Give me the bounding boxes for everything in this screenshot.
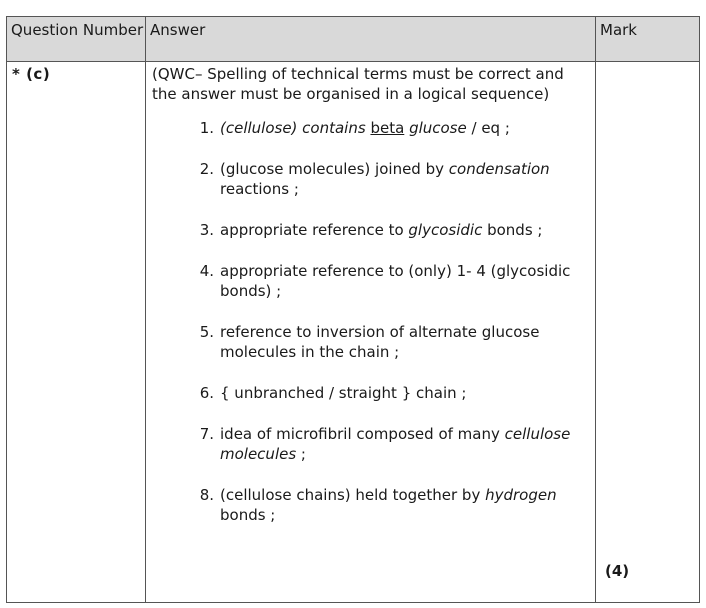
marking-point bbox=[152, 118, 587, 138]
point-text: (cellulose chains) held together by hydrogen bonds ; bbox=[220, 486, 557, 524]
point-text: (glucose molecules) joined by condensation reactions ; bbox=[220, 160, 550, 198]
italic-term: condensation bbox=[448, 160, 550, 178]
point-text: appropriate reference to glycosidic bonds ; bbox=[220, 221, 543, 239]
question-number-cell bbox=[7, 62, 146, 603]
underlined-term: beta bbox=[370, 119, 405, 137]
point-number: 8. bbox=[199, 486, 214, 504]
header-answer: Answer bbox=[146, 17, 596, 62]
marking-point bbox=[152, 424, 587, 464]
point-text: appropriate reference to (only) 1- 4 (glycosidic bonds) ; bbox=[220, 262, 571, 300]
point-number: 1. bbox=[199, 119, 214, 137]
mark-cell bbox=[596, 62, 700, 603]
marking-point bbox=[152, 261, 587, 301]
question-id: * (c) bbox=[12, 65, 51, 83]
point-text: (cellulose) contains beta glucose / eq ; bbox=[220, 119, 510, 137]
point-number: 3. bbox=[199, 221, 214, 239]
italic-term: cellulose molecules bbox=[220, 425, 571, 463]
answer-row bbox=[7, 62, 700, 603]
total-mark: (4) bbox=[605, 562, 630, 580]
marking-point bbox=[152, 322, 587, 362]
point-number: 4. bbox=[199, 262, 214, 280]
marking-point bbox=[152, 485, 587, 525]
point-text: reference to inversion of alternate glucose molecules in the chain ; bbox=[220, 323, 540, 361]
header-row bbox=[7, 17, 700, 62]
marking-points-list bbox=[152, 118, 587, 525]
point-number: 2. bbox=[199, 160, 214, 178]
marking-point bbox=[152, 383, 587, 403]
mark-scheme-table bbox=[6, 16, 700, 603]
italic-term: hydrogen bbox=[485, 486, 557, 504]
point-number: 7. bbox=[199, 425, 214, 443]
point-number: 6. bbox=[199, 384, 214, 402]
point-text: idea of microfibril composed of many cellulose molecules ; bbox=[220, 425, 571, 463]
header-question-number: Question Number bbox=[7, 17, 146, 62]
qwc-instruction: (QWC– Spelling of technical terms must be correct and the answer must be organised in a logical sequence) bbox=[152, 65, 564, 103]
point-text: { unbranched / straight } chain ; bbox=[220, 384, 467, 402]
point-number: 5. bbox=[199, 323, 214, 341]
italic-term: glycosidic bbox=[408, 221, 483, 239]
marking-point bbox=[152, 159, 587, 199]
italic-term: glucose bbox=[409, 119, 467, 137]
marking-point bbox=[152, 220, 587, 240]
answer-cell bbox=[146, 62, 596, 603]
header-mark: Mark bbox=[596, 17, 700, 62]
